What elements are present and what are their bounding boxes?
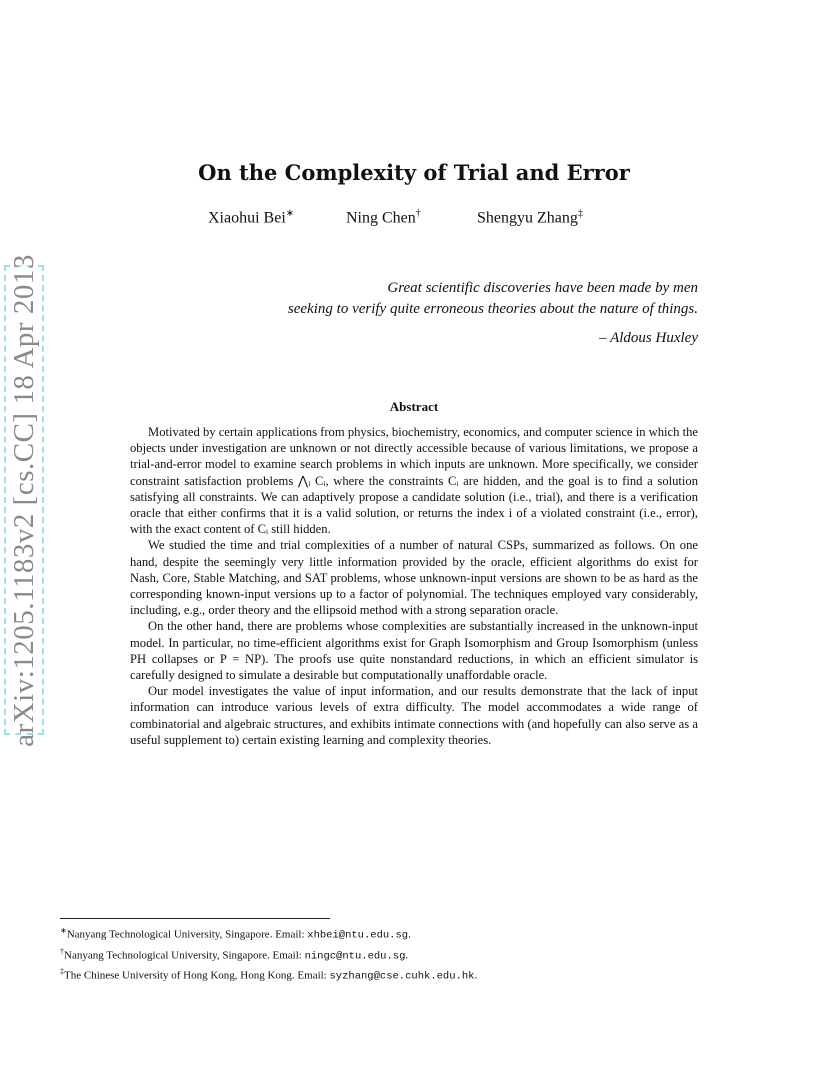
author-mark: ‡: [577, 208, 583, 219]
footnote-1: [60, 923, 700, 944]
abstract-paragraph-3: On the other hand, there are problems whose complexities are substantially increased in the unknown-input model. In particular, no time-efficient algorithms exist for Graph Isomorphism and Group Isomorphism (unless PH collapses or P = NP). The proofs use quite nonstandard reductions, in which an efficient simulator is carefully designed to simulate a desirable but computationally unaffordable oracle.: [130, 619, 698, 683]
footnote-2: [60, 944, 700, 965]
footnote-mark: ∗: [60, 926, 67, 935]
author-2: [346, 208, 421, 227]
epigraph: [160, 278, 698, 349]
footnote-end: .: [474, 969, 478, 982]
arxiv-stamp-text: arXiv:1205.1183v2 [cs.CC] 18 Apr 2013: [7, 253, 40, 747]
abstract-paragraph-4: Our model investigates the value of input information, and our results demonstrate that the lack of input information can introduce various levels of extra difficulty. The model accommodates a wide range of combinatorial and algebraic structures, and exhibits intimate connections with (and hopefully can also serve as a useful supplement to) certain existing learning and complexity theories.: [130, 684, 698, 747]
footnote-text: Nanyang Technological University, Singapore. Email:: [66, 928, 308, 941]
abstract-paragraph-1: Motivated by certain applications from physics, biochemistry, economics, and computer science in which the objects under investigation are unknown or not directly accessible because of various limitations, we propose a trial-and-error model to examine search problems in which inputs are unknown. More specifically, we consider constraint satisfaction problems ⋀ᵢ Cᵢ, where the constraints Cᵢ are hidden, and the goal is to find a solution satisfying all constraints. We can adaptively propose a candidate solution (i.e., trial), and there is a verification oracle that either confirms that it is a valid solution, or returns the index i of a violated constraint (i.e., error), with the exact content of Cᵢ still hidden.: [130, 425, 698, 537]
footnote-email: xhbei@ntu.edu.sg: [307, 929, 409, 942]
author-name: Shengyu Zhang: [477, 209, 578, 227]
footnote-end: .: [405, 949, 409, 962]
footnote-text: The Chinese University of Hong Kong, Hong Kong. Email:: [64, 969, 330, 982]
footnote-3: [60, 964, 700, 985]
author-name: Xiaohui Bei: [208, 209, 286, 227]
footnote-mark: ‡: [60, 967, 64, 977]
footnote-mark: †: [60, 946, 64, 956]
author-mark: ∗: [285, 208, 295, 219]
abstract-heading: Abstract: [389, 399, 439, 414]
abstract-paragraph-2: We studied the time and trial complexities of a number of natural CSPs, summarized as follows. On one hand, despite the seemingly very little information provided by the oracle, efficient algorithms do exist for Nash, Core, Stable Matching, and SAT problems, whose unknown-input versions are shown to be as hard as the corresponding known-input versions up to a factor of polynomial. The techniques employed vary considerably, including, e.g., order theory and the ellipsoid method with a strong separation oracle.: [130, 538, 698, 618]
footnote-email: ningc@ntu.edu.sg: [304, 950, 406, 963]
epigraph-line-2: seeking to verify quite erroneous theories about the nature of things.: [287, 301, 698, 317]
footnote-text: Nanyang Technological University, Singapore. Email:: [64, 949, 305, 962]
epigraph-line-1: Great scientific discoveries have been made by men: [387, 280, 698, 296]
footnote-divider: [60, 918, 330, 919]
abstract-body: [130, 424, 698, 748]
paper-title: On the Complexity of Trial and Error: [198, 160, 630, 185]
epigraph-attribution: – Aldous Huxley: [599, 330, 698, 346]
author-mark: †: [415, 208, 421, 219]
author-name: Ning Chen: [346, 209, 416, 227]
author-1: [208, 208, 294, 227]
footnote-email: syzhang@cse.cuhk.edu.hk: [329, 970, 475, 983]
arxiv-stamp: [4, 253, 44, 747]
author-3: [477, 208, 583, 227]
footnotes: [60, 923, 700, 985]
footnote-end: .: [408, 928, 411, 941]
